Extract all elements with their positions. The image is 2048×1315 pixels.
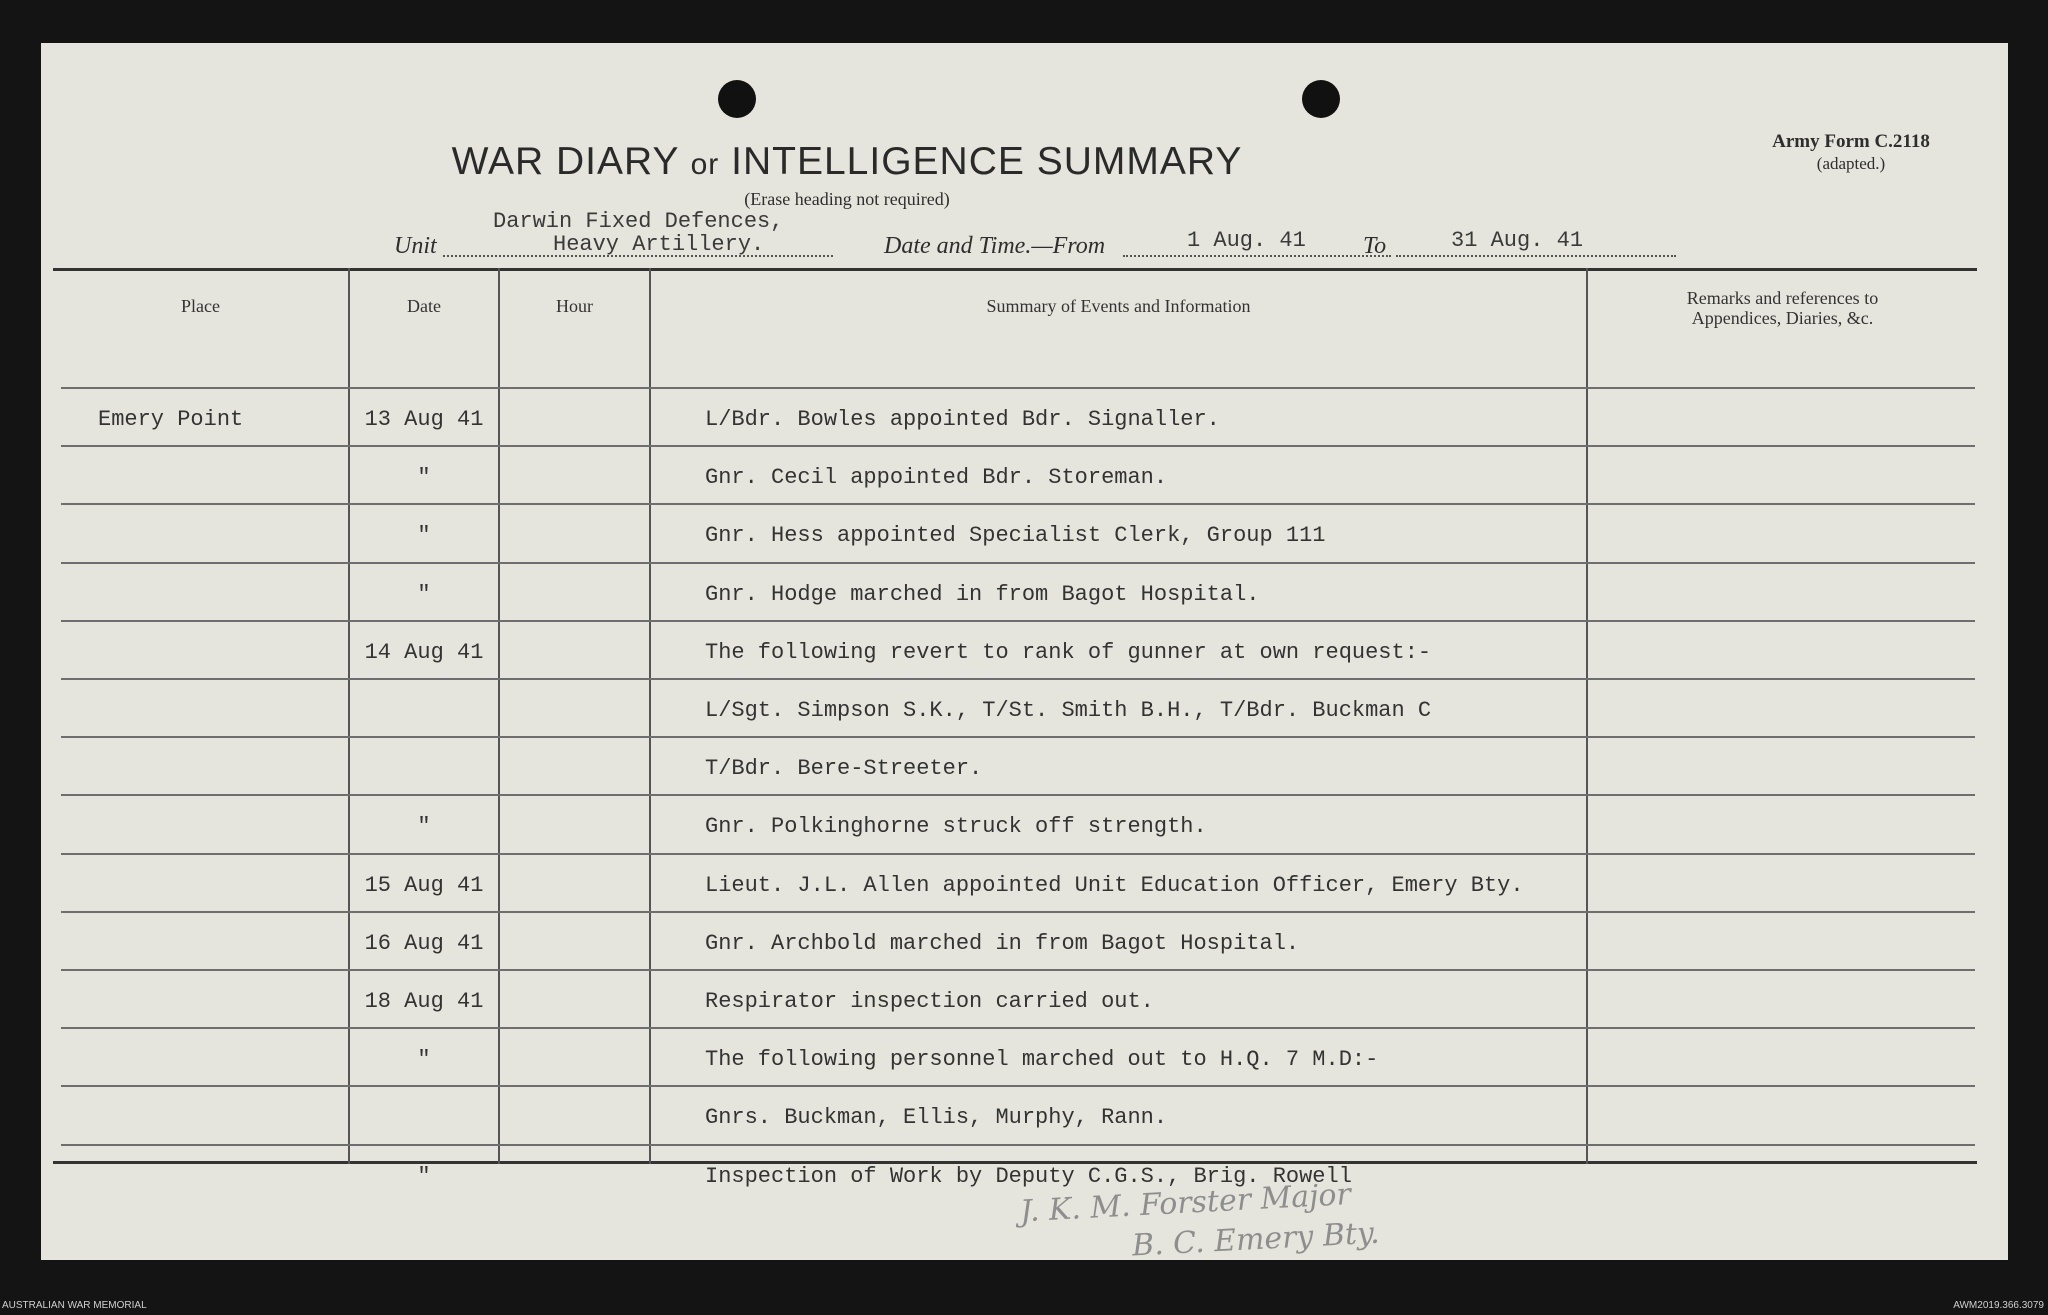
row-rule bbox=[61, 387, 1975, 389]
row-summary: Gnrs. Buckman, Ellis, Murphy, Rann. bbox=[705, 1105, 1168, 1131]
row-date: 16 Aug 41 bbox=[364, 930, 484, 956]
row-rule bbox=[61, 1027, 1975, 1029]
col-divider-hour bbox=[649, 268, 651, 1164]
row-summary: L/Sgt. Simpson S.K., T/St. Smith B.H., T/Bdr. Buckman C bbox=[705, 698, 1432, 723]
row-date: " bbox=[417, 465, 431, 491]
row-rule bbox=[61, 794, 1975, 796]
to-dotted-line bbox=[1396, 255, 1676, 257]
unit-value-line2: Heavy Artillery. bbox=[553, 232, 765, 257]
row-summary: Gnr. Hodge marched in from Bagot Hospital. bbox=[705, 581, 1260, 607]
row-summary: Gnr. Cecil appointed Bdr. Storeman. bbox=[705, 465, 1168, 491]
title-or: or bbox=[690, 148, 720, 181]
row-date: 13 Aug 41 bbox=[364, 407, 484, 432]
row-summary: The following personnel marched out to H.Q. 7 M.D:- bbox=[705, 1047, 1379, 1073]
form-note: (adapted.) bbox=[1816, 154, 1886, 173]
row-summary: Lieut. J.L. Allen appointed Unit Education Officer, Emery Bty. bbox=[705, 872, 1524, 898]
row-summary: Inspection of Work by Deputy C.G.S., Brig. Rowell bbox=[705, 1163, 1352, 1189]
row-rule bbox=[61, 736, 1975, 738]
date-time-label: Date and Time.—From bbox=[884, 233, 1106, 259]
header-place: Place bbox=[181, 296, 220, 316]
row-date: 15 Aug 41 bbox=[364, 872, 484, 898]
col-divider-date bbox=[498, 268, 500, 1164]
row-summary: T/Bdr. Bere-Streeter. bbox=[705, 756, 983, 782]
punch-hole-left bbox=[718, 80, 756, 118]
row-rule bbox=[61, 678, 1975, 680]
form-number: Army Form C.2118 bbox=[1772, 131, 1930, 152]
row-date: 18 Aug 41 bbox=[364, 989, 484, 1014]
diary-page bbox=[41, 43, 2008, 1264]
diary-table bbox=[53, 268, 1977, 1189]
row-rule bbox=[61, 445, 1975, 447]
signature-line2: B. C. Emery Bty. bbox=[1131, 1215, 1381, 1264]
from-date-value: 1 Aug. 41 bbox=[1187, 228, 1306, 253]
row-date: " bbox=[417, 1163, 431, 1189]
footer-source: AUSTRALIAN WAR MEMORIAL bbox=[2, 1300, 147, 1311]
row-rule bbox=[61, 969, 1975, 971]
col-divider-summary bbox=[1586, 268, 1588, 1164]
row-date: " bbox=[417, 814, 431, 840]
form-number-block bbox=[1741, 131, 1961, 175]
header-date: Date bbox=[407, 296, 441, 316]
row-place: Emery Point bbox=[98, 407, 244, 432]
header-summary: Summary of Events and Information bbox=[986, 296, 1251, 316]
row-summary: Respirator inspection carried out. bbox=[705, 989, 1154, 1014]
title-war-diary: WAR DIARY bbox=[451, 140, 679, 183]
page-title bbox=[41, 140, 1653, 184]
footer-accession: AWM2019.366.3079 bbox=[1953, 1300, 2044, 1311]
signature-line1: J. K. M. Forster Major bbox=[1019, 1177, 1352, 1230]
to-date-value: 31 Aug. 41 bbox=[1451, 228, 1584, 253]
row-summary: Gnr. Archbold marched in from Bagot Hospital. bbox=[705, 930, 1300, 956]
row-date: 14 Aug 41 bbox=[364, 639, 484, 665]
header-hour: Hour bbox=[556, 296, 593, 316]
row-summary: L/Bdr. Bowles appointed Bdr. Signaller. bbox=[705, 407, 1220, 432]
row-summary: The following revert to rank of gunner at own request:- bbox=[705, 639, 1432, 665]
table-top-rule bbox=[53, 268, 1977, 271]
row-rule bbox=[61, 853, 1975, 855]
row-date: " bbox=[417, 523, 431, 549]
header-remarks-line2: Appendices, Diaries, &c. bbox=[1691, 308, 1874, 328]
punch-hole-right bbox=[1302, 80, 1340, 118]
unit-label: Unit bbox=[394, 233, 437, 259]
row-rule bbox=[61, 911, 1975, 913]
subtitle: (Erase heading not required) bbox=[744, 189, 950, 209]
col-divider-place bbox=[348, 268, 350, 1164]
row-summary: Gnr. Hess appointed Specialist Clerk, Group 111 bbox=[705, 523, 1326, 549]
row-summary: Gnr. Polkinghorne struck off strength. bbox=[705, 814, 1207, 840]
row-rule bbox=[61, 503, 1975, 505]
row-rule bbox=[61, 1085, 1975, 1087]
header-remarks bbox=[1588, 288, 1977, 328]
header-remarks-line1: Remarks and references to bbox=[1686, 288, 1879, 308]
title-intelligence-summary: INTELLIGENCE SUMMARY bbox=[731, 140, 1243, 183]
row-date: " bbox=[417, 1047, 431, 1073]
from-dotted-line bbox=[1123, 255, 1391, 257]
row-rule bbox=[61, 620, 1975, 622]
row-rule bbox=[61, 562, 1975, 564]
unit-value-line1: Darwin Fixed Defences, bbox=[493, 209, 784, 234]
to-label: To bbox=[1363, 233, 1387, 259]
row-rule bbox=[61, 1144, 1975, 1146]
row-date: " bbox=[417, 581, 431, 607]
